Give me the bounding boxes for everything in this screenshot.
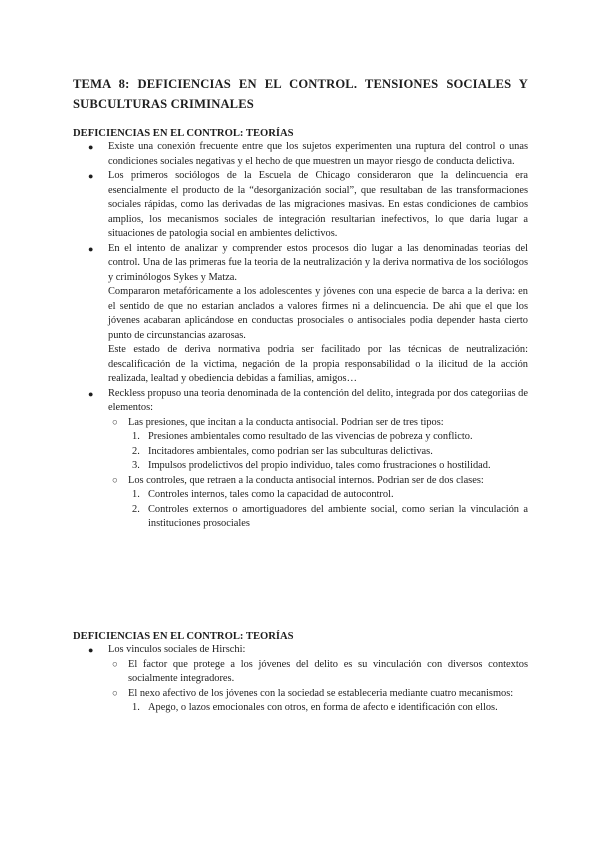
bullet-icon: ● bbox=[88, 645, 94, 655]
bullet-icon: ● bbox=[88, 388, 94, 399]
sub-list-item-text: Las presiones, que incitan a la conducta antisocial. Podrian ser de tres tipos: bbox=[128, 416, 444, 428]
list-item bbox=[88, 242, 528, 387]
numbered-item-text: Apego, o lazos emocionales con otros, en forma de afecto e identificación con ellos. bbox=[148, 702, 498, 713]
section-heading-2: DEFICIENCIAS EN EL CONTROL: TEORÍAS bbox=[73, 631, 294, 642]
paragraph: Este estado de deriva normativa podria ser facilitado por las técnicas de neutralización: descalificación de la victima, negación de la propia responsabilidad o la ilicitud de la acción realizada, lealtad y obediencia debidas a familias, amigos… bbox=[108, 344, 528, 384]
circle-bullet-icon: ○ bbox=[112, 659, 118, 670]
item-number: 2. bbox=[132, 503, 140, 515]
circle-bullet-icon: ○ bbox=[112, 417, 118, 428]
list-item-text: Los vinculos sociales de Hirschi: bbox=[108, 644, 246, 655]
section-heading-1: DEFICIENCIAS EN EL CONTROL: TEORÍAS bbox=[73, 128, 294, 139]
paragraph: Compararon metafóricamente a los adolescentes y jóvenes con una especie de barca a la deriva: en el sentido de que no estarian anclados a valores firmes ni a delincuencia. De ahi que el que los jóvenes acabaran aplicándose en conductas prosociales o antisociales podia depender hasta cierto punto de circunstancias azarosas. bbox=[108, 286, 528, 341]
list-item bbox=[88, 140, 528, 169]
sub-list-item-text: Los controles, que retraen a la conducta antisocial internos. Podrian ser de dos clases: bbox=[128, 474, 484, 486]
item-number: 2. bbox=[132, 445, 140, 457]
section-1-list bbox=[88, 140, 528, 532]
numbered-list bbox=[132, 488, 528, 532]
item-number: 3. bbox=[132, 460, 140, 471]
sub-list-item bbox=[112, 416, 528, 474]
sub-list-item-text: El nexo afectivo de los jóvenes con la sociedad se estableceria mediante cuatro mecanismos: bbox=[128, 687, 514, 699]
numbered-item-text: Presiones ambientales como resultado de las vivencias de pobreza y conflicto. bbox=[148, 431, 473, 442]
circle-bullet-icon: ○ bbox=[112, 475, 118, 486]
list-item-text: Existe una conexión frecuente entre que los sujetos experimenten una ruptura del control o unas condiciones sociales negativas y el hecho de que muestren un mayor riesgo de conducta delictiva. bbox=[108, 141, 528, 167]
bullet-icon: ● bbox=[88, 243, 94, 254]
numbered-list bbox=[132, 430, 528, 474]
bullet-icon: ● bbox=[88, 142, 94, 152]
item-number: 1. bbox=[132, 431, 140, 442]
sub-list-item bbox=[112, 687, 528, 716]
paragraph: En el intento de analizar y comprender estos procesos dio lugar a las denominadas teorias del control. Una de las primeras fue la teoria de la neutralización y la deriva normativa de los sociólogos y criminólogos Sykes y Matza. bbox=[108, 242, 528, 283]
sub-list-item bbox=[112, 474, 528, 532]
sub-list-item-text: El factor que protege a los jóvenes del delito es su vinculación con diversos contextos socialmente integradores. bbox=[128, 658, 528, 684]
item-number: 1. bbox=[132, 489, 140, 500]
list-item-text: Los primeros sociólogos de la Escuela de Chicago consideraron que la delincuencia era esencialmente el producto de la “desorganización social”, que resultaban de las transformaciones sociales rápidas, como las derivadas de las migraciones masivas. En estas condiciones de cambios amplios, los mecanismos sociales de integración resultarian inefectivos, lo que daria lugar a situaciones de patologia social en ambientes delictivos. bbox=[108, 170, 528, 239]
numbered-item-text: Controles externos o amortiguadores del ambiente social, como serian la vinculación a instituciones prosociales bbox=[148, 503, 528, 529]
section-2-list bbox=[88, 643, 528, 716]
bullet-icon: ● bbox=[88, 171, 94, 181]
sub-list bbox=[112, 416, 528, 532]
item-number: 1. bbox=[132, 702, 140, 713]
numbered-item-text: Incitadores ambientales, como podrian ser las subculturas delictivas. bbox=[148, 445, 433, 457]
numbered-list bbox=[132, 701, 528, 716]
numbered-item bbox=[132, 430, 528, 445]
circle-bullet-icon: ○ bbox=[112, 688, 118, 699]
numbered-item-text: Impulsos prodelictivos del propio individuo, tales como frustraciones o hostilidad. bbox=[148, 460, 491, 471]
list-item-text: Reckless propuso una teoria denominada de la contención del delito, integrada por dos categoriias de elementos: bbox=[108, 387, 528, 413]
numbered-item bbox=[132, 459, 528, 474]
numbered-item bbox=[132, 701, 528, 716]
sub-list-item bbox=[112, 658, 528, 687]
numbered-item-text: Controles internos, tales como la capacidad de autocontrol. bbox=[148, 489, 394, 500]
numbered-item bbox=[132, 488, 528, 503]
list-item bbox=[88, 643, 528, 716]
sub-list bbox=[112, 658, 528, 716]
page-title: TEMA 8: DEFICIENCIAS EN EL CONTROL. TENSIONES SOCIALES Y SUBCULTURAS CRIMINALES bbox=[73, 77, 528, 111]
numbered-item bbox=[132, 503, 528, 532]
numbered-item bbox=[132, 445, 528, 460]
list-item bbox=[88, 169, 528, 242]
list-item bbox=[88, 387, 528, 532]
